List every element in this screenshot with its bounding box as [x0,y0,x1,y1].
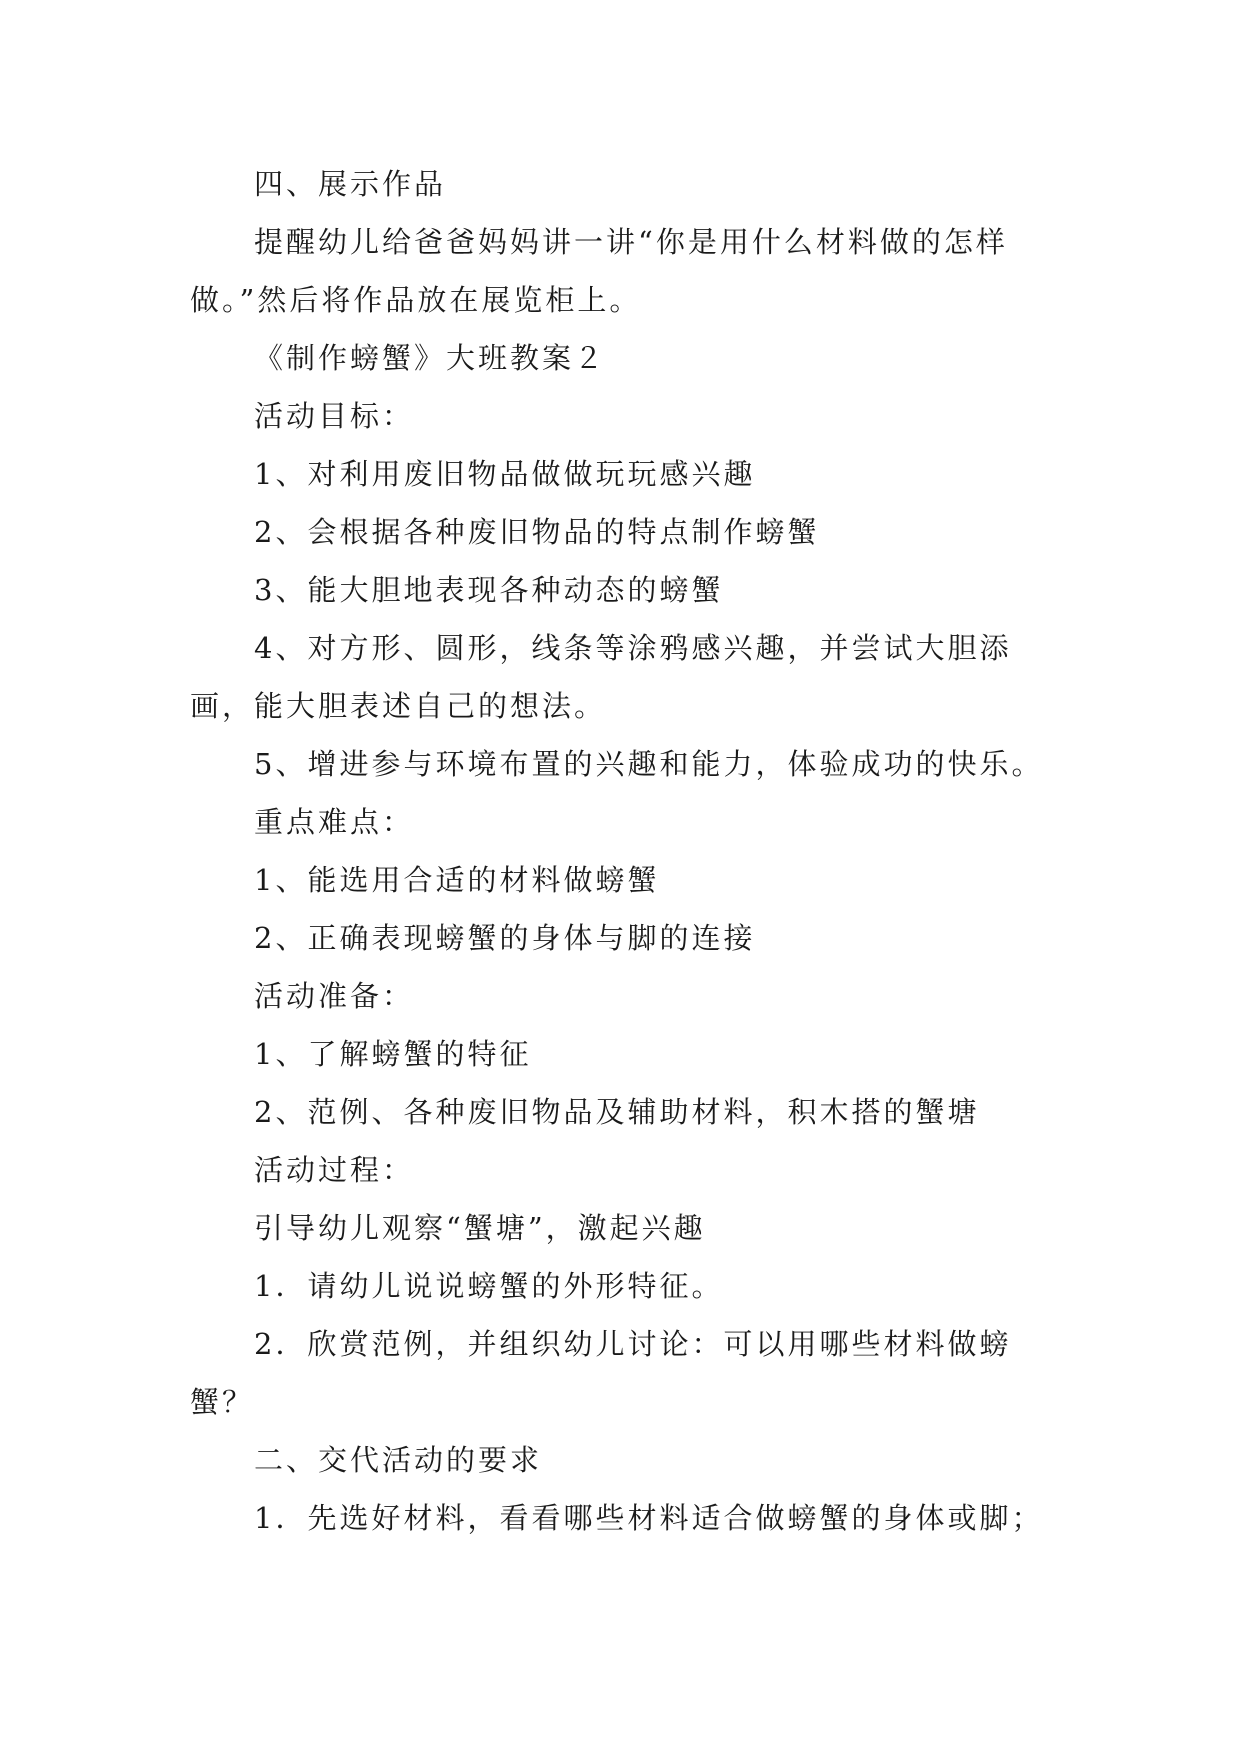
lesson-plan-title: 《制作螃蟹》大班教案２ [254,341,607,375]
goal-item-continued: 画，能大胆表述自己的想法。 [190,689,607,723]
process-item: 2．欣赏范例，并组织幼儿讨论：可以用哪些材料做螃 [254,1327,1012,1361]
goal-item: 4、对方形、圆形，线条等涂鸦感兴趣，并尝试大胆添 [254,631,1012,665]
section-heading-process: 活动过程： [254,1153,415,1187]
goal-item: 1、对利用废旧物品做做玩玩感兴趣 [254,457,756,491]
section-heading-requirements: 二、交代活动的要求 [254,1443,543,1477]
key-point-item: 2、正确表现螃蟹的身体与脚的连接 [254,921,756,955]
section-heading-goals: 活动目标： [254,399,415,433]
document-body [190,155,1060,1547]
requirement-item: 1．先选好材料，看看哪些材料适合做螃蟹的身体或脚； [254,1501,1044,1535]
section-heading-show-works: 四、展示作品 [254,167,447,201]
key-point-item: 1、能选用合适的材料做螃蟹 [254,863,660,897]
goal-item: 3、能大胆地表现各种动态的螃蟹 [254,573,724,607]
paragraph-line-continued: 做。”然后将作品放在展览柜上。 [190,283,642,317]
goal-item: 2、会根据各种废旧物品的特点制作螃蟹 [254,515,820,549]
preparation-item: 2、范例、各种废旧物品及辅助材料，积木搭的蟹塘 [254,1095,980,1129]
goal-item: 5、增进参与环境布置的兴趣和能力，体验成功的快乐。 [254,747,1044,781]
process-item: 1．请幼儿说说螃蟹的外形特征。 [254,1269,724,1303]
section-heading-key-points: 重点难点： [254,805,415,839]
section-heading-preparation: 活动准备： [254,979,415,1013]
process-step-heading: 引导幼儿观察“蟹塘”，激起兴趣 [254,1211,706,1245]
paragraph-line: 提醒幼儿给爸爸妈妈讲一讲“你是用什么材料做的怎样 [254,225,1008,259]
preparation-item: 1、了解螃蟹的特征 [254,1037,532,1071]
process-item-continued: 蟹？ [190,1385,255,1419]
